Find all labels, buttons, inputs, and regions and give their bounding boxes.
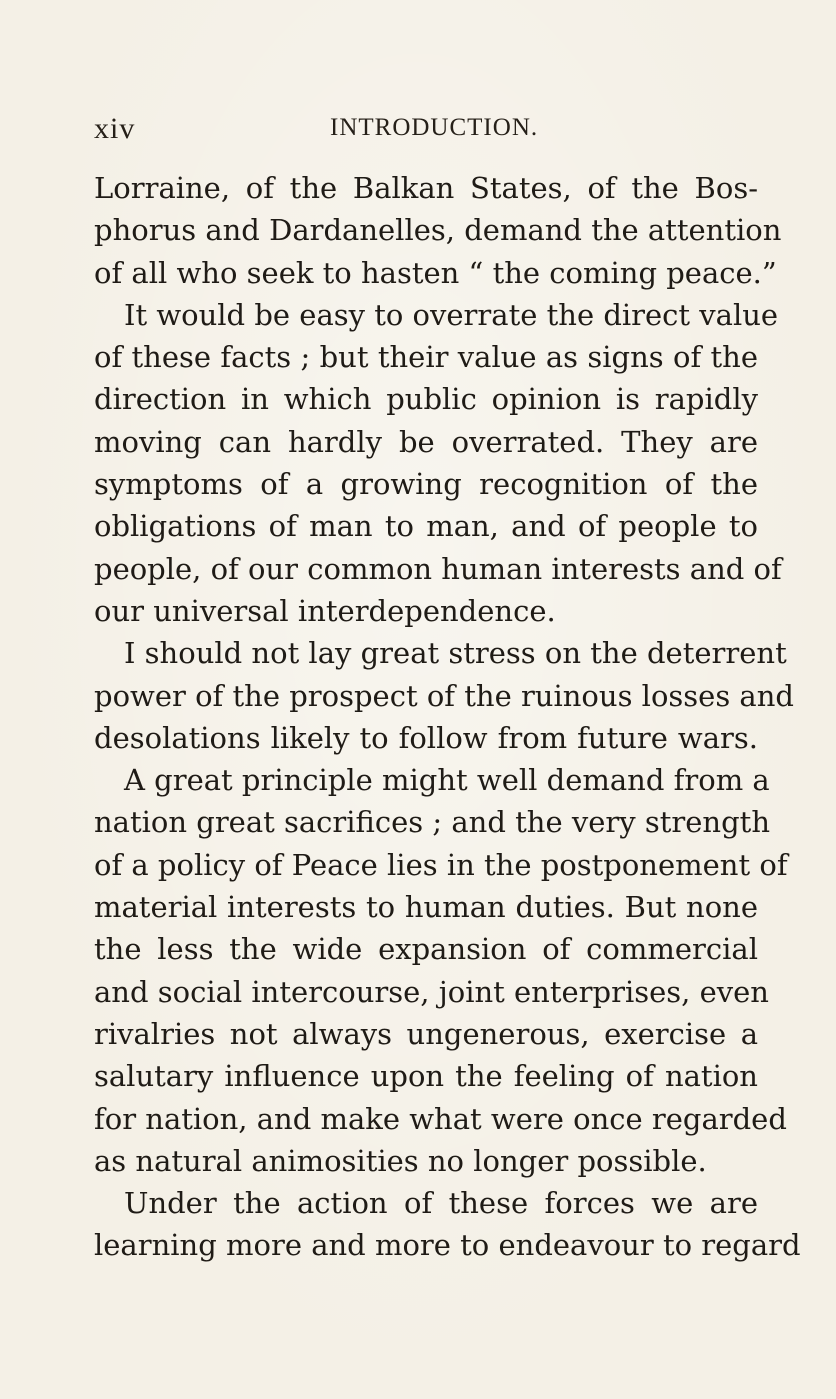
text-line: It would be easy to overrate the direct value	[124, 297, 779, 332]
text-line: phorus and Dardanelles, demand the attention	[94, 213, 782, 248]
text-line: people, of our common human interests and of	[94, 551, 782, 586]
text-line: power of the prospect of the ruinous losses and	[94, 678, 794, 713]
text-line: salutary influence upon the feeling of nation	[94, 1059, 758, 1094]
text-line: rivalries not always ungenerous, exercise a	[94, 1016, 758, 1051]
running-head: INTRODUCTION.	[330, 114, 539, 141]
text-line: of a policy of Peace lies in the postponement of	[94, 847, 788, 882]
text-line: our universal interdependence.	[94, 593, 556, 628]
text-line: for nation, and make what were once regarded	[94, 1101, 787, 1136]
text-line: I should not lay great stress on the deterrent	[124, 636, 787, 671]
text-line: desolations likely to follow from future wars.	[94, 720, 758, 755]
text-line: as natural animosities no longer possible.	[94, 1143, 707, 1178]
text-line: obligations of man to man, and of people to	[94, 509, 758, 544]
text-line: Under the action of these forces we are	[124, 1186, 758, 1221]
text-line: symptoms of a growing recognition of the	[94, 467, 758, 502]
text-line: nation great sacrifices ; and the very strength	[94, 805, 770, 840]
text-line: A great principle might well demand from a	[124, 763, 770, 798]
text-line: direction in which public opinion is rapidly	[94, 382, 758, 417]
text-line: learning more and more to endeavour to regard	[94, 1228, 801, 1263]
text-line: material interests to human duties. But none	[94, 890, 758, 925]
text-line: Lorraine, of the Balkan States, of the Bos-	[94, 171, 758, 205]
text-line: of all who seek to hasten “ the coming peace.”	[94, 255, 777, 290]
page-number: xiv	[94, 112, 136, 145]
page-header	[94, 112, 758, 152]
body-text	[94, 167, 801, 1267]
text-line: moving can hardly be overrated. They are	[94, 424, 758, 459]
text-line: of these facts ; but their value as signs of the	[94, 340, 758, 375]
text-line: the less the wide expansion of commercial	[94, 932, 758, 967]
text-line: and social intercourse, joint enterprises, even	[94, 974, 769, 1009]
